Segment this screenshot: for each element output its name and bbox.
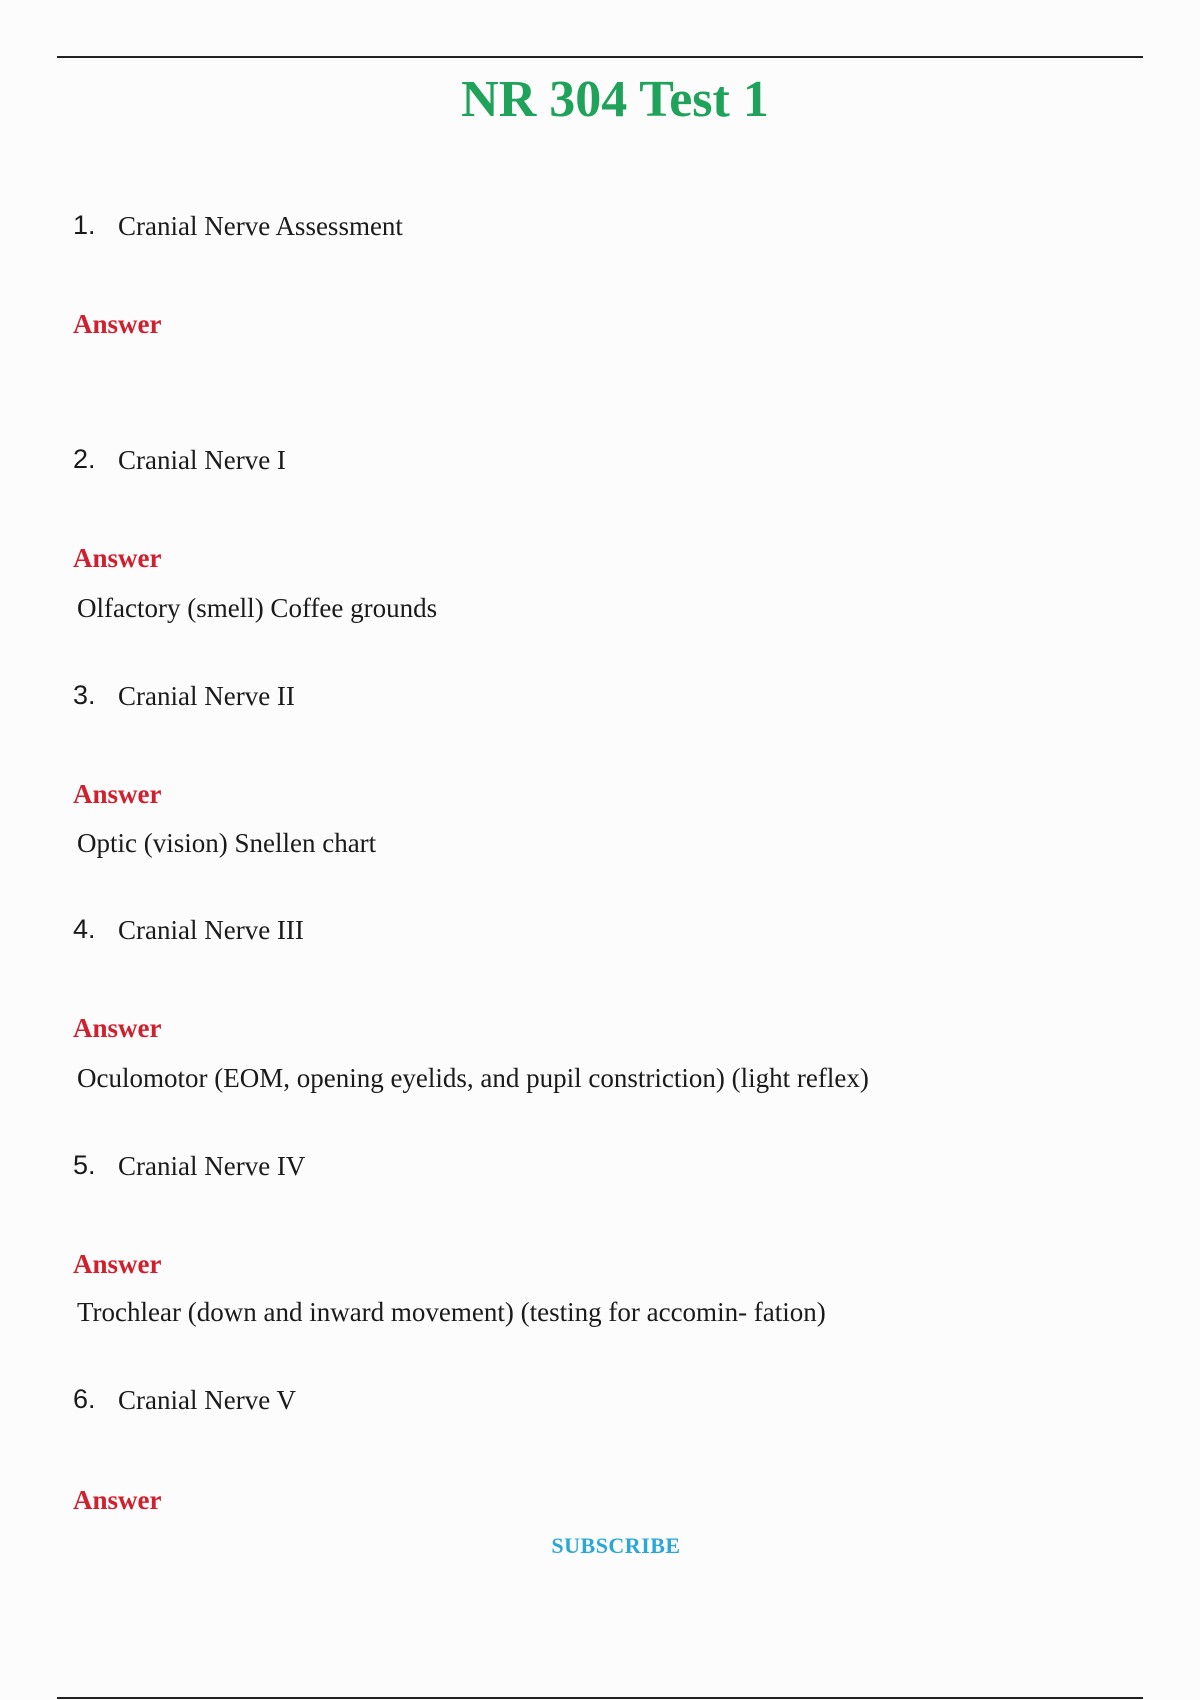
question-text: Cranial Nerve III xyxy=(118,915,304,945)
question-text: Cranial Nerve IV xyxy=(118,1151,306,1181)
question-text: Cranial Nerve Assessment xyxy=(118,211,403,241)
question-text: Cranial Nerve I xyxy=(118,445,286,475)
question-number: 6. xyxy=(73,1384,96,1414)
answer-label: Answer xyxy=(73,1013,162,1043)
subscribe-link[interactable]: SUBSCRIBE xyxy=(551,1533,681,1558)
answer-label: Answer xyxy=(73,309,162,339)
answer-label: Answer xyxy=(73,1485,162,1515)
question-number: 4. xyxy=(73,914,96,944)
answer-text: Oculomotor (EOM, opening eyelids, and pupil constriction) (light reflex) xyxy=(77,1063,869,1093)
answer-text: Optic (vision) Snellen chart xyxy=(77,828,377,858)
top-divider xyxy=(57,56,1143,58)
page-title: NR 304 Test 1 xyxy=(461,71,769,128)
bottom-divider xyxy=(57,1697,1143,1699)
answer-label: Answer xyxy=(73,779,162,809)
answer-text: Trochlear (down and inward movement) (testing for accomin- fation) xyxy=(77,1297,826,1327)
answer-text: Olfactory (smell) Coffee grounds xyxy=(77,593,438,623)
question-number: 5. xyxy=(73,1150,96,1180)
question-text: Cranial Nerve II xyxy=(118,681,295,711)
question-number: 1. xyxy=(73,210,96,240)
answer-label: Answer xyxy=(73,1249,162,1279)
question-text: Cranial Nerve V xyxy=(118,1385,296,1415)
answer-label: Answer xyxy=(73,543,162,573)
question-number: 2. xyxy=(73,444,96,474)
question-number: 3. xyxy=(73,680,96,710)
